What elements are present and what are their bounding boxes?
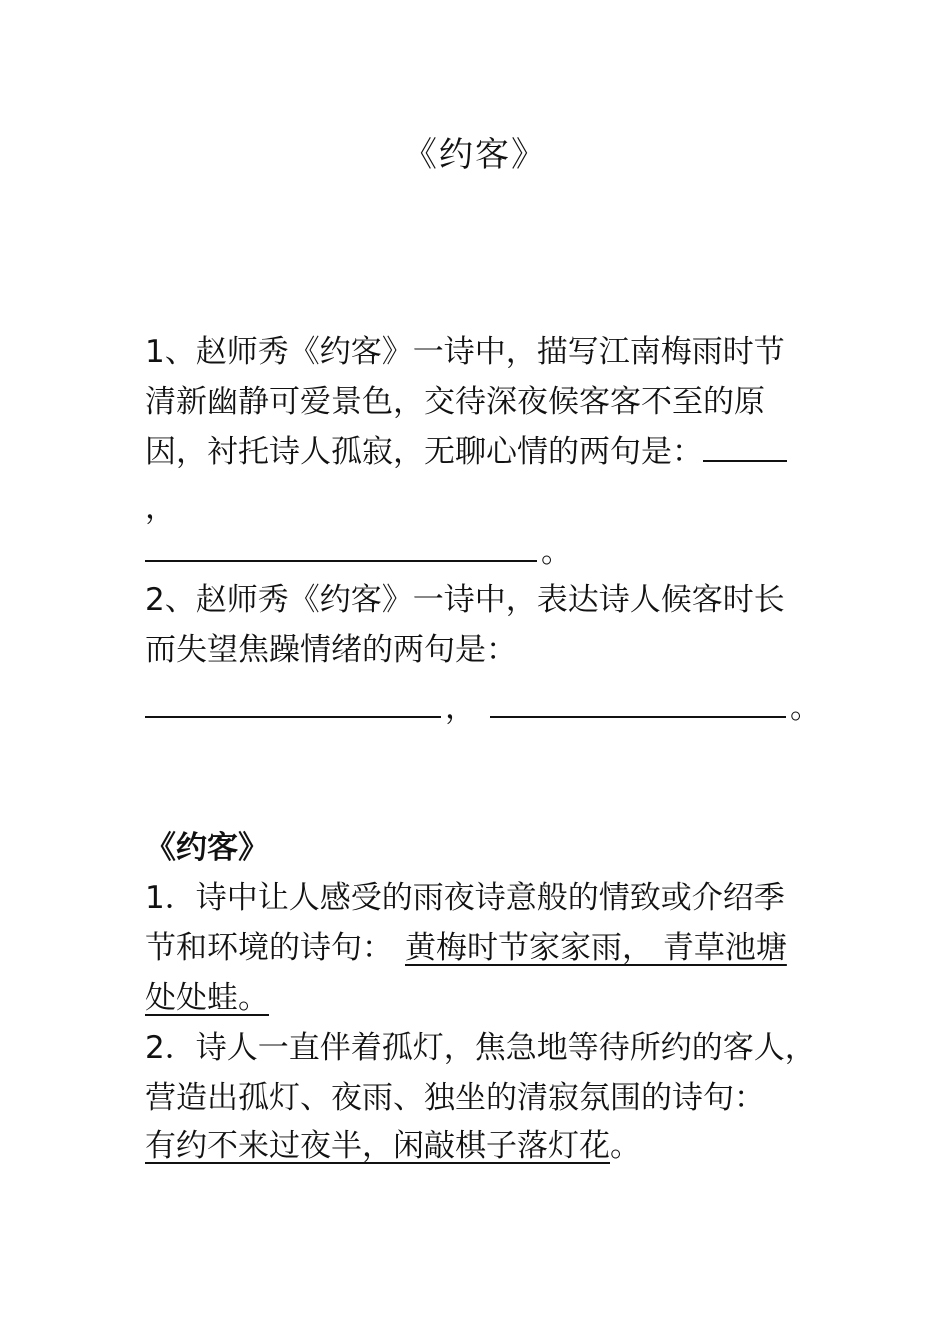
page-title: 《约客》 [403, 135, 547, 175]
question-2-end: 。 [790, 690, 821, 726]
answer-blank-4[interactable] [490, 688, 786, 718]
answer-1-text: 黄梅时节家家雨， 青草池塘 [405, 930, 787, 966]
answer-1-prefix: 节和环境的诗句： [145, 930, 393, 966]
answer-1-line-3 [145, 978, 269, 1018]
question-1-end: 。 [541, 534, 572, 570]
answer-2-text: 有约不来过夜半，闲敲棋子落灯花 [145, 1128, 610, 1164]
question-1-comma: ， [145, 490, 176, 526]
question-1-line-3 [145, 432, 791, 472]
answer-blank-3[interactable] [145, 688, 441, 718]
answer-2-line-3 [145, 1126, 641, 1166]
question-1-line-2: 清新幽静可爱景色，交待深夜候客客不至的原 [145, 384, 765, 420]
answer-blank-1[interactable] [703, 432, 787, 462]
answer-2-end: 。 [610, 1128, 641, 1164]
answer-1-line-2 [145, 928, 787, 968]
question-2-line-3 [145, 688, 821, 728]
answers-heading: 《约客》 [145, 830, 269, 866]
answer-1-line-1: 1．诗中让人感受的雨夜诗意般的情致或介绍季 [145, 880, 785, 916]
answer-2-line-2: 营造出孤灯、夜雨、独坐的清寂氛围的诗句： [145, 1080, 765, 1116]
question-1-line-1: 1、赵师秀《约客》一诗中，描写江南梅雨时节 [145, 334, 785, 370]
question-1-line-5 [145, 532, 572, 572]
question-2-line-1: 2、赵师秀《约客》一诗中，表达诗人候客时长 [145, 582, 785, 618]
question-1-line-3-text: 因，衬托诗人孤寂，无聊心情的两句是： [145, 434, 703, 470]
answer-1-text-end: 处处蛙。 [145, 980, 269, 1016]
question-2-line-2: 而失望焦躁情绪的两句是： [145, 632, 517, 668]
question-2-comma: ， [445, 690, 476, 726]
answer-2-line-1: 2．诗人一直伴着孤灯，焦急地等待所约的客人， [145, 1030, 816, 1066]
answer-blank-2[interactable] [145, 532, 537, 562]
